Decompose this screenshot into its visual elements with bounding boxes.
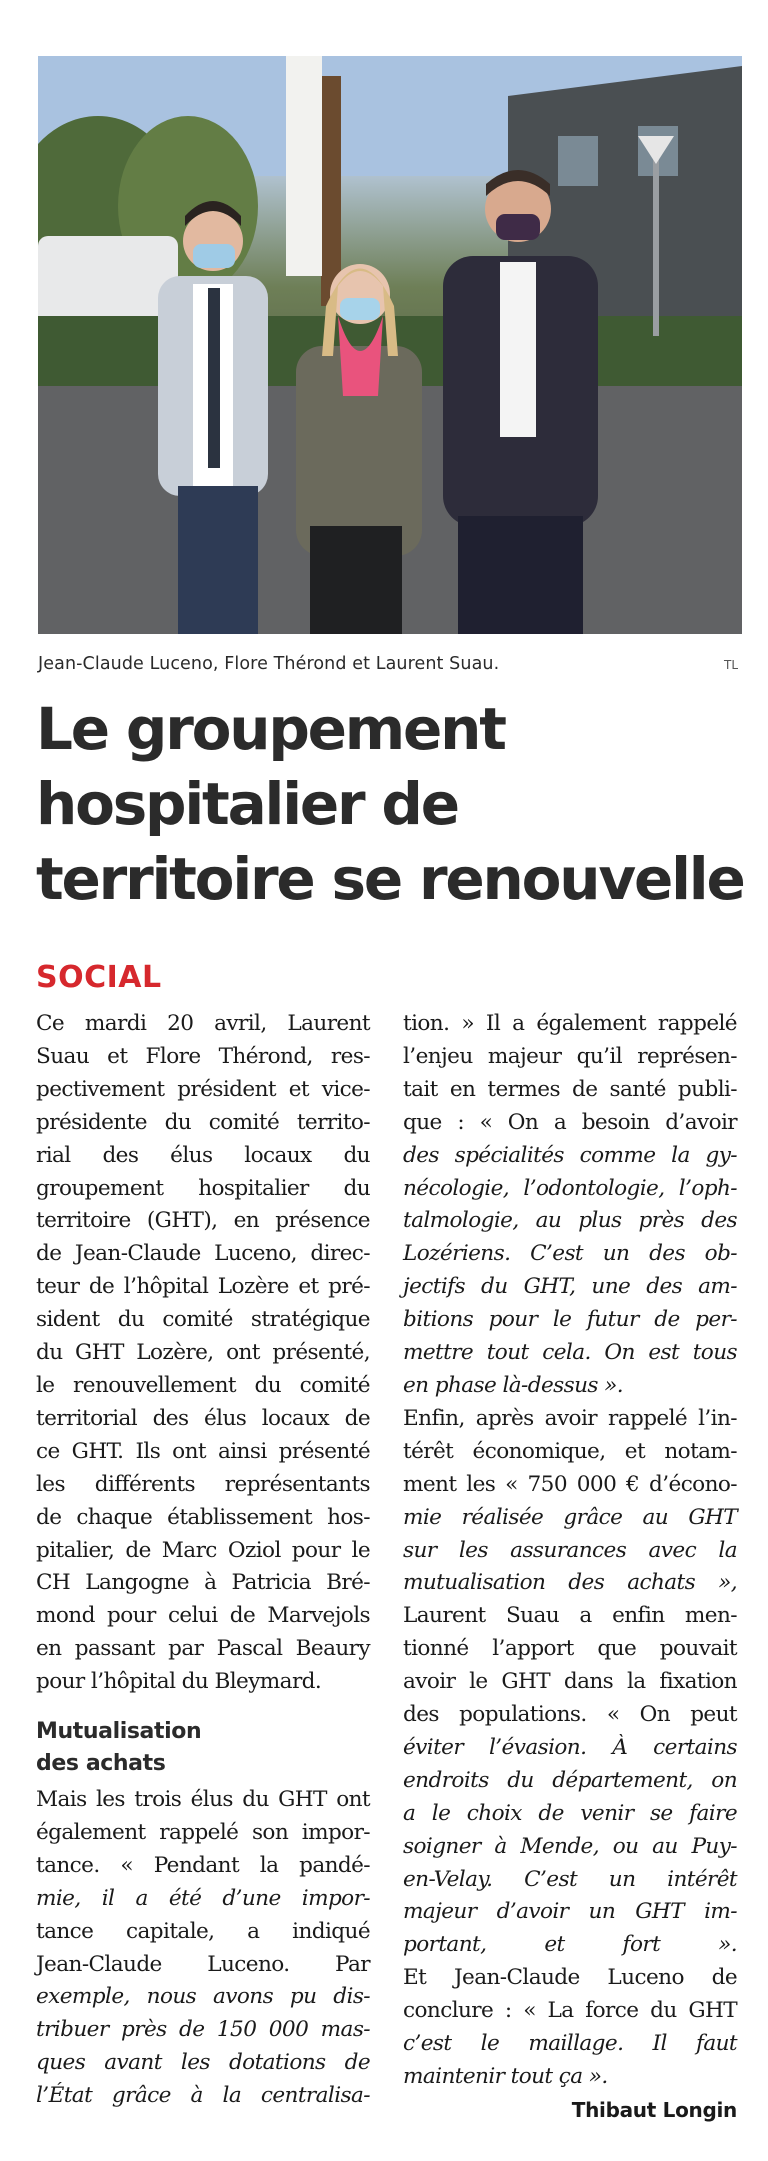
- text-line: Laurent Suau a enfin men-: [403, 1603, 737, 1629]
- photo-caption-row: [38, 654, 742, 684]
- text-line: ment les « 750 000 € d’écono-: [403, 1471, 737, 1497]
- text-line: mie, il a été d’une impor-: [36, 1885, 370, 1911]
- text-line: Enfin, après avoir rappelé l’in-: [403, 1405, 737, 1431]
- text-line: territorial des élus locaux de: [36, 1405, 370, 1431]
- text-line: en-Velay. C’est un intérêt: [403, 1866, 737, 1892]
- article-headline: [36, 692, 748, 917]
- body-paragraph: [403, 1008, 737, 2094]
- text-line: des spécialités comme la gy-: [403, 1142, 737, 1168]
- section-kicker: SOCIAL: [36, 960, 162, 995]
- subheading-line: Mutualisation: [36, 1719, 202, 1745]
- text-line: des populations. « On peut: [403, 1702, 737, 1728]
- text-line: tion. » Il a également rappelé: [403, 1011, 737, 1036]
- article-column-right: [403, 1008, 737, 2127]
- text-line: également rappelé son impor-: [36, 1819, 370, 1845]
- text-line: éviter l’évasion. À certains: [403, 1734, 737, 1760]
- text-line: avoir le GHT dans la fixation: [403, 1669, 737, 1695]
- text-line: portant, et fort ».: [403, 1932, 737, 1958]
- headline-line: territoire se renouvelle: [36, 845, 744, 913]
- text-line: nécologie, l’odontologie, l’oph-: [403, 1175, 737, 1201]
- text-line: Mais les trois élus du GHT ont: [36, 1787, 370, 1813]
- text-line: groupement hospitalier du: [36, 1175, 370, 1201]
- article-photo: [38, 56, 742, 634]
- text-line: en phase là-dessus ».: [403, 1372, 624, 1398]
- text-line: de chaque établissement hos-: [36, 1504, 370, 1530]
- text-line: Ce mardi 20 avril, Laurent: [36, 1011, 370, 1036]
- text-line: du GHT Lozère, ont présenté,: [36, 1340, 370, 1366]
- text-line: bitions pour le futur de per-: [403, 1307, 737, 1333]
- text-line: talmologie, au plus près des: [403, 1208, 737, 1234]
- text-line: sur les assurances avec la: [403, 1537, 737, 1563]
- text-line: sident du comité stratégique: [36, 1307, 370, 1333]
- text-line: tait en termes de santé publi-: [403, 1076, 737, 1102]
- text-line: présidente du comité territo-: [36, 1109, 370, 1135]
- text-line: mettre tout cela. On est tous: [403, 1340, 737, 1366]
- text-line: en passant par Pascal Beaury: [36, 1636, 370, 1662]
- text-line: majeur d’avoir un GHT im-: [403, 1899, 737, 1925]
- text-line: tribuer près de 150 000 mas-: [36, 2017, 370, 2043]
- article-author: Thibaut Longin: [571, 2097, 737, 2122]
- text-line: de Jean-Claude Luceno, direc-: [36, 1241, 370, 1267]
- text-line: tance. « Pendant la pandé-: [36, 1852, 370, 1878]
- text-line: que : « On a besoin d’avoir: [403, 1109, 737, 1135]
- text-line: rial des élus locaux du: [36, 1142, 370, 1168]
- photo-illustration: [38, 56, 742, 634]
- text-line: pectivement président et vice-: [36, 1076, 370, 1102]
- text-line: endroits du département, on: [403, 1767, 737, 1793]
- text-line: mie réalisée grâce au GHT: [403, 1504, 737, 1530]
- text-line: teur de l’hôpital Lozère et pré-: [36, 1274, 370, 1300]
- text-line: les différents représentants: [36, 1471, 370, 1497]
- text-line: tance capitale, a indiqué: [36, 1918, 370, 1944]
- text-line: territoire (GHT), en présence: [36, 1208, 370, 1234]
- text-line: tionné l’apport que pouvait: [403, 1636, 737, 1662]
- text-line: térêt économique, et notam-: [403, 1438, 737, 1464]
- text-line: mutualisation des achats »,: [403, 1570, 737, 1596]
- text-line: jectifs du GHT, une des am-: [403, 1274, 737, 1300]
- text-line: Suau et Flore Thérond, res-: [36, 1043, 370, 1069]
- article-column-left: [36, 1008, 370, 2113]
- text-line: Lozériens. C’est un des ob-: [403, 1241, 737, 1267]
- subheading: [36, 1716, 370, 1780]
- text-line: ques avant les dotations de: [36, 2050, 370, 2076]
- headline-line: Le groupement: [36, 695, 505, 763]
- text-line: ce GHT. Ils ont ainsi présenté: [36, 1438, 370, 1464]
- intro-paragraph: [36, 1008, 370, 1699]
- text-line: conclure : « La force du GHT: [403, 1998, 737, 2024]
- headline-line: hospitalier de: [36, 770, 458, 838]
- text-line: exemple, nous avons pu dis-: [36, 1984, 370, 2010]
- text-line: a le choix de venir se faire: [403, 1800, 737, 1826]
- text-line: Et Jean-Claude Luceno de: [403, 1965, 737, 1991]
- text-line: l’enjeu majeur qu’il représen-: [403, 1043, 737, 1069]
- text-line: le renouvellement du comité: [36, 1372, 370, 1398]
- text-line: pitalier, de Marc Oziol pour le: [36, 1537, 370, 1563]
- text-line: mond pour celui de Marvejols: [36, 1603, 370, 1629]
- text-line: Jean-Claude Luceno. Par: [36, 1951, 370, 1977]
- text-line: pour l’hôpital du Bleymard.: [36, 1669, 322, 1695]
- photo-caption: Jean-Claude Luceno, Flore Thérond et Laurent Suau.: [38, 654, 500, 674]
- text-line: c’est le maillage. Il faut: [403, 2031, 737, 2057]
- subheading-line: des achats: [36, 1751, 166, 1777]
- text-line: soigner à Mende, ou au Puy-: [403, 1833, 737, 1859]
- text-line: maintenir tout ça ».: [403, 2064, 608, 2089]
- text-line: l’État grâce à la centralisa-: [36, 2083, 370, 2109]
- photo-credit: TL: [723, 658, 738, 672]
- body-paragraph: [36, 1784, 370, 2113]
- text-line: CH Langogne à Patricia Bré-: [36, 1570, 370, 1596]
